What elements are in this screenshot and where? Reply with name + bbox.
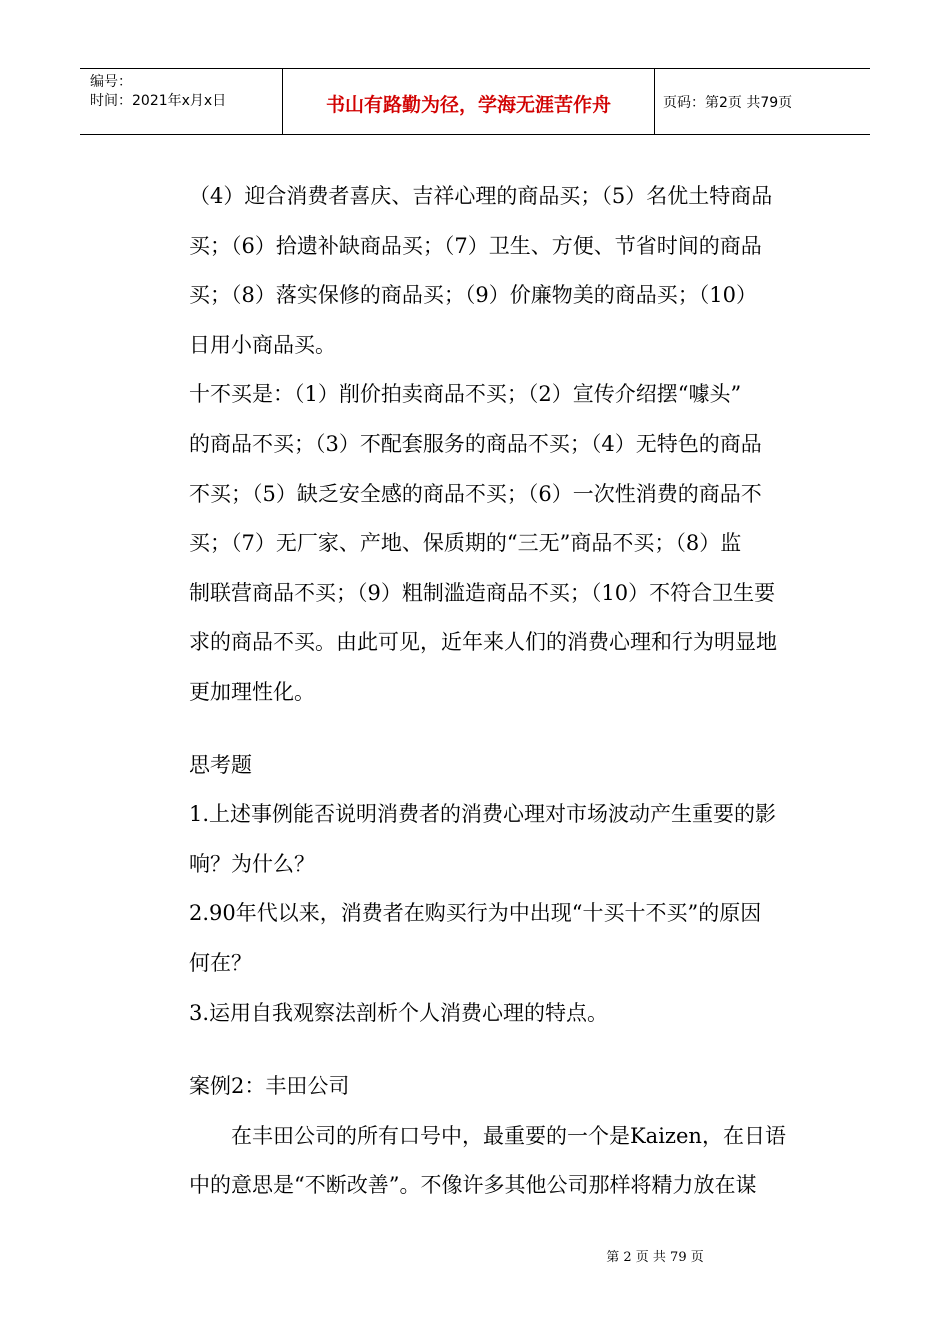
body-line: 制联营商品不买；（9）粗制滥造商品不买；（10）不符合卫生要	[189, 580, 776, 605]
page-footer: 第 2 页 共 79 页	[606, 1250, 704, 1265]
body-line: 买；（6）拾遗补缺商品买；（7）卫生、方便、节省时间的商品	[189, 233, 762, 258]
question-line: 1.上述事例能否说明消费者的消费心理对市场波动产生重要的影	[189, 802, 777, 827]
questions-heading: 思考题	[189, 752, 252, 777]
question-line: 2.90年代以来，消费者在购买行为中出现“十买十不买”的原因	[189, 901, 762, 926]
body-line: 买；（8）落实保修的商品买；（9）价廉物美的商品买；（10）	[189, 283, 757, 308]
body-line: 十不买是：（1）削价拍卖商品不买；（2）宣传介绍摆“噱头”	[189, 382, 742, 407]
spacer	[189, 1038, 829, 1062]
body-line: （4）迎合消费者喜庆、吉祥心理的商品买；（5）名优土特商品	[189, 184, 773, 208]
body-line: 求的商品不买。由此可见，近年来人们的消费心理和行为明显地	[189, 630, 777, 655]
case-heading: 案例2：丰田公司	[189, 1074, 350, 1099]
body-line: 的商品不买；（3）不配套服务的商品不买；（4）无特色的商品	[189, 431, 762, 456]
header-motto: 书山有路勤为径，学海无涯苦作舟	[283, 69, 655, 134]
document-body	[189, 172, 829, 1211]
body-line: 日用小商品买。	[189, 332, 336, 357]
page-header	[80, 68, 870, 135]
case-line: 在丰田公司的所有口号中，最重要的一个是Kaizen，在日语	[189, 1123, 786, 1148]
header-page-info: 页码：第2页 共79页	[663, 94, 793, 111]
body-line: 更加理性化。	[189, 679, 315, 704]
document-number-label: 编号：	[90, 74, 132, 90]
header-meta	[80, 69, 283, 134]
spacer	[189, 718, 829, 741]
case-line: 中的意思是“不断改善”。不像许多其他公司那样将精力放在谋	[189, 1173, 757, 1198]
question-line: 响？为什么？	[189, 851, 315, 876]
question-line: 3.运用自我观察法剖析个人消费心理的特点。	[189, 1000, 609, 1025]
body-line: 买；（7）无厂家、产地、保质期的“三无”商品不买；（8）监	[189, 531, 742, 556]
question-line: 何在？	[189, 950, 252, 975]
body-line: 不买；（5）缺乏安全感的商品不买；（6）一次性消费的商品不	[189, 481, 762, 506]
document-date-label: 时间：2021年x月x日	[90, 93, 227, 109]
